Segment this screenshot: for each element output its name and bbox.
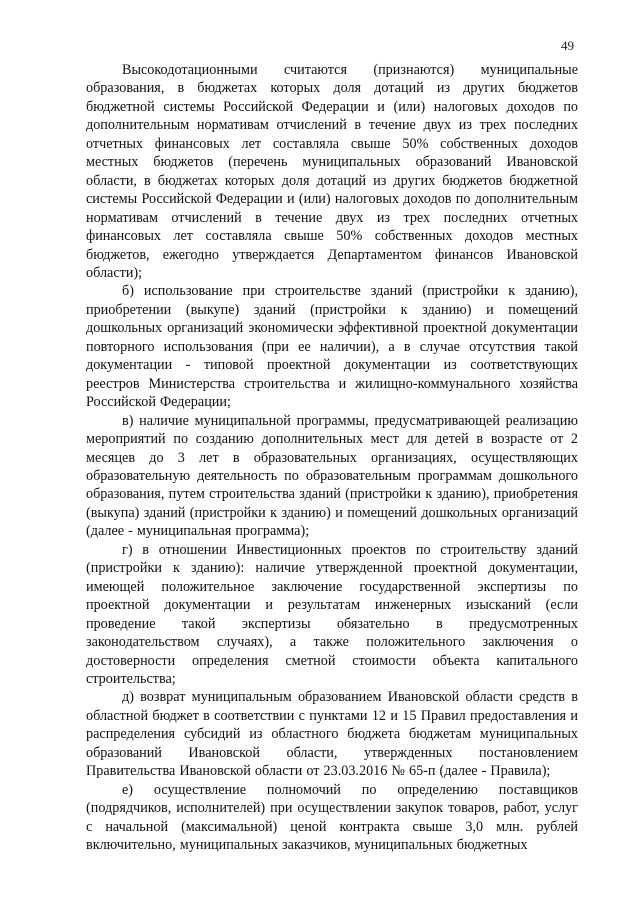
paragraph-item-v: в) наличие муниципальной программы, предусматривающей реализацию мероприятий по созданию дополнительных мест для детей в возрасте от 2 месяцев до 3 лет в образовательных организациях, осуществляющих образовательную деятельность по образовательным программам дошкольного образования, путем строительства зданий (пристройки к зданию), приобретения (выкупа) зданий (пристройки к зданию) и помещений дошкольных организаций (далее - муниципальная программа);: [86, 412, 578, 540]
page-number: 49: [561, 38, 574, 53]
document-body: [86, 61, 578, 854]
paragraph-item-e: е) осуществление полномочий по определению поставщиков (подрядчиков, исполнителей) при осуществлении закупок товаров, работ, услуг с начальной (максимальной) ценой контракта свыше 3,0 млн. рублей включительно, муниципальных заказчиков, муниципальных бюджетных: [86, 781, 578, 854]
paragraph-item-b: б) использование при строительстве зданий (пристройки к зданию), приобретении (выкупе) зданий (пристройки к зданию) и помещений дошкольных организаций экономически эффективной проектной документации повторного использования (при ее наличии), а в случае отсутствия такой документации - типовой проектной документации из соответствующих реестров Министерства строительства и жилищно-коммунального хозяйства Российской Федерации;: [86, 283, 578, 411]
paragraph-high-subsidy-definition: Высокодотационными считаются (признаются) муниципальные образования, в бюджетах которых доля дотаций из других бюджетов бюджетной системы Российской Федерации и (или) налоговых доходов по дополнительным нормативам отчислений в течение двух из трех последних отчетных финансовых лет составляла свыше 50% собственных доходов местных бюджетов (перечень муниципальных образований Ивановской области, в бюджетах которых доля дотаций из других бюджетов бюджетной системы Российской Федерации и (или) налоговых доходов по дополнительным нормативам отчислений в течение двух из трех последних отчетных финансовых лет составляла свыше 50% собственных доходов местных бюджетов, ежегодно утверждается Департаментом финансов Ивановской области);: [86, 62, 578, 281]
paragraph-item-g: г) в отношении Инвестиционных проектов по строительству зданий (пристройки к зданию): наличие утвержденной проектной документации, имеющей положительное заключение государственной экспертизы по проектной документации и результатам инженерных изысканий (если проведение такой экспертизы обязательно в предусмотренных законодательством случаях), а также положительного заключения о достоверности определения сметной стоимости объекта капитального строительства;: [86, 541, 578, 687]
paragraph-item-d: д) возврат муниципальным образованием Ивановской области средств в областной бюджет в соответствии с пунктами 12 и 15 Правил предоставления и распределения субсидий из областного бюджета бюджетам муниципальных образований Ивановской области, утвержденных постановлением Правительства Ивановской области от 23.03.2016 № 65-п (далее - Правила);: [86, 689, 578, 780]
